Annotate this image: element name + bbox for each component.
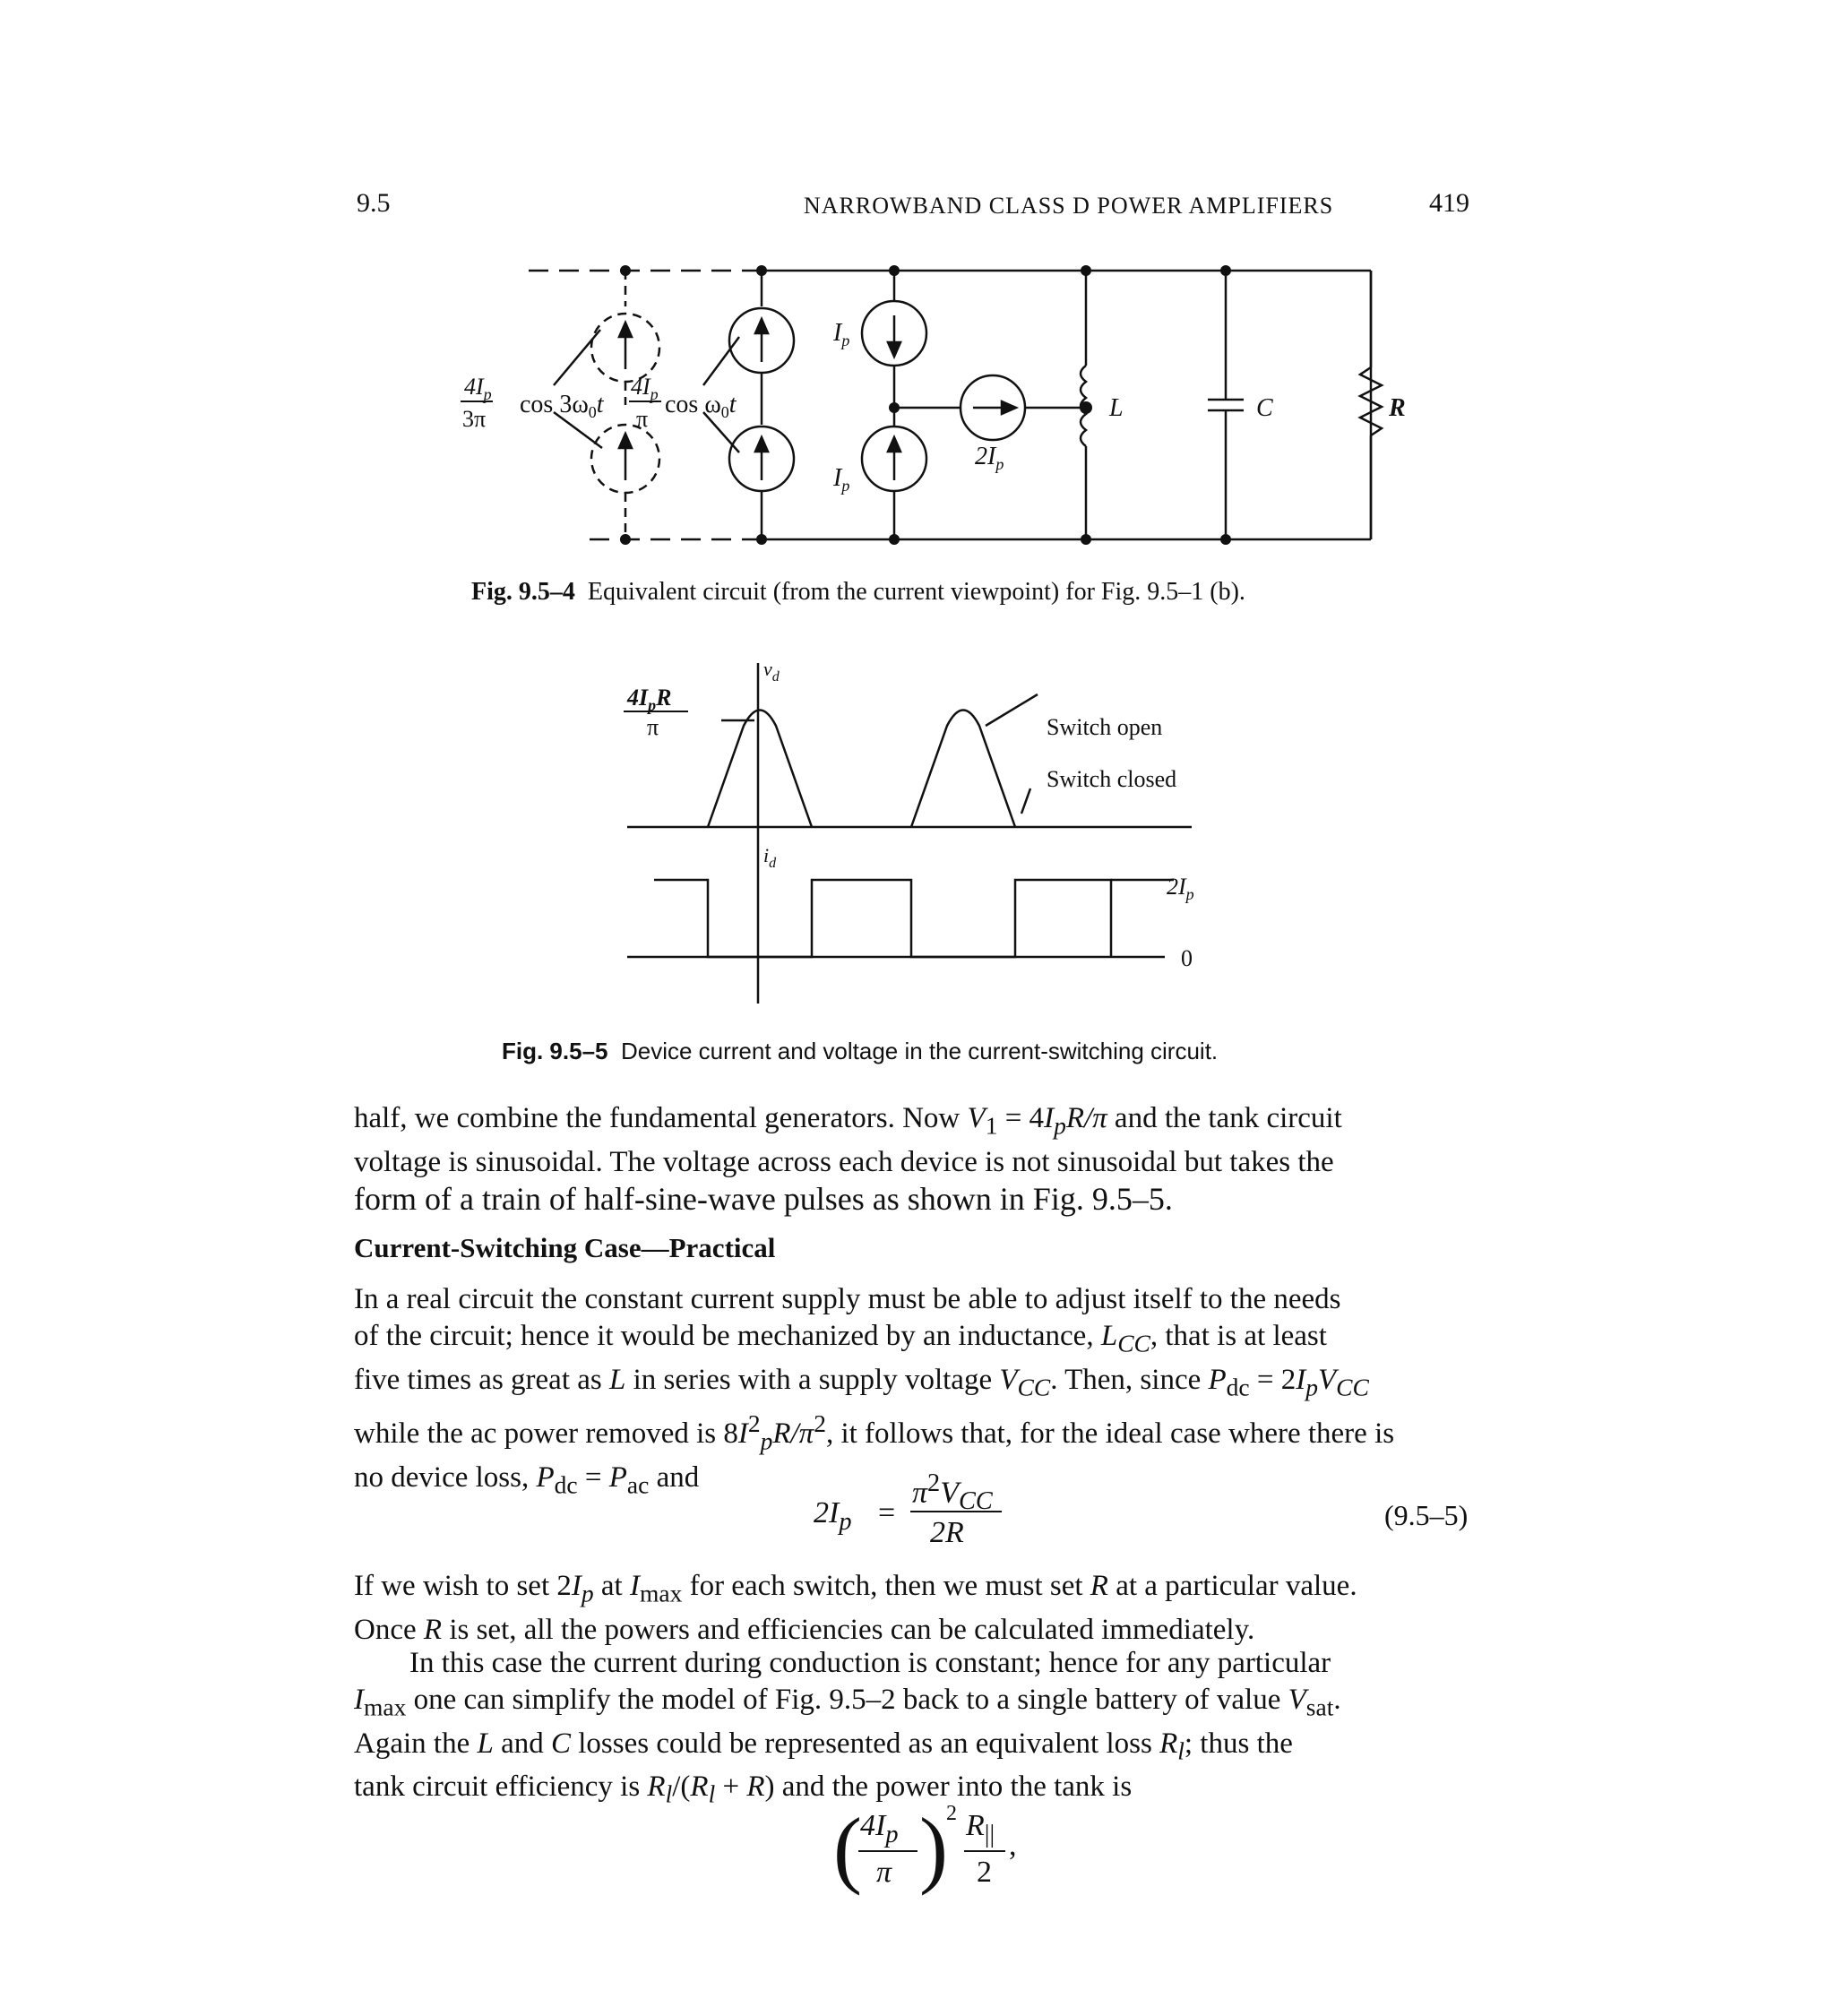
resistor-label: R (1389, 394, 1406, 422)
svg-text:π: π (636, 406, 649, 432)
id-axis-label: $i_d$ (763, 844, 777, 871)
figure-2-caption (502, 1038, 1218, 1065)
section-number: 9.5 (357, 188, 391, 218)
figure-2-caption-text: Device current and voltage in the current-switching circuit. (620, 1038, 1219, 1064)
fundamental-sources (729, 271, 794, 539)
fundamental-cos: $\cos \omega_0t$ (665, 391, 737, 421)
expr-r-bar (964, 1850, 1005, 1852)
paragraph-1-line-1: half, we combine the fundamental generators. Now $V_1 = 4I_pR/\pi$ and the tank circuit (354, 1102, 1342, 1140)
paragraph-3 (354, 1568, 1478, 1649)
expr-power: 2 (946, 1802, 957, 1825)
expr-denominator: π (876, 1856, 892, 1889)
expr-r-denominator: 2 (977, 1856, 992, 1889)
svg-text:4IpR: $4I_pR$ (627, 685, 672, 714)
paragraph-4 (354, 1645, 1478, 1813)
fundamental-coefficient (629, 374, 661, 432)
equation-number: (9.5–5) (1384, 1499, 1469, 1531)
page-number: 419 (1429, 188, 1469, 218)
zero-level-label: 0 (1181, 945, 1193, 971)
running-title: NARROWBAND CLASS D POWER AMPLIFIERS (804, 193, 1334, 219)
current-waveform (654, 880, 1111, 957)
paragraph-2-line-5: no device loss, $P_{dc} = P_{ac}$ and (354, 1460, 700, 1499)
paragraph-2-line-2: of the circuit; hence it would be mechanized by an inductance, $L_{CC}$, that is at least (354, 1320, 1327, 1357)
right-paren: ) (919, 1800, 948, 1896)
equation-lhs: $2I_p$ (814, 1496, 852, 1536)
paragraph-4-line-4: tank circuit efficiency is $R_l/(R_l + R)$ and the power into the tank is (354, 1770, 1133, 1808)
two-ip-label: $2I_p$ (975, 443, 1004, 473)
svg-text:4Ip: $4I_p$ (631, 374, 659, 403)
paragraph-2-line-1: In a real circuit the constant current supply must be able to adjust itself to the needs (354, 1283, 1341, 1315)
switch-open-label: Switch open (1047, 714, 1163, 740)
waveform-plot (609, 654, 1254, 1012)
expr-fraction-bar (858, 1850, 918, 1852)
paragraph-3-line-1: If we wish to set $2I_p$ at $I_{max}$ for each switch, then we must set R at a particular value. (354, 1570, 1357, 1607)
svg-text:4Ip: $4I_p$ (464, 374, 492, 403)
third-harmonic-coefficient (461, 374, 493, 432)
third-harmonic-cos: $\cos 3\omega_0t$ (520, 391, 604, 421)
circuit-diagram (394, 251, 1434, 556)
paragraph-1-line-2: voltage is sinusoidal. The voltage across each device is not sinusoidal but takes the (354, 1145, 1334, 1178)
paragraph-3-line-2: Once R is set, all the powers and efficiencies can be calculated immediately. (354, 1613, 1255, 1646)
capacitor-label: C (1256, 394, 1273, 422)
figure-2-label: Fig. 9.5–5 (502, 1038, 608, 1064)
ip-top-label: $I_p$ (833, 319, 850, 349)
two-ip-level-label: $2I_p$ (1167, 874, 1194, 903)
equation-denominator: 2R (930, 1516, 964, 1549)
expr-numerator: $4I_p$ (860, 1809, 899, 1848)
equation-fraction-bar (910, 1511, 1002, 1512)
power-expression (833, 1800, 1030, 1904)
peak-voltage-label (624, 685, 688, 740)
figure-1-caption (471, 578, 1245, 607)
paragraph-4-line-3: Again the L and C losses could be represented as an equivalent loss $R_l$; thus the (354, 1727, 1293, 1765)
vd-axis-label: $v_d$ (763, 658, 780, 685)
figure-1-label: Fig. 9.5–4 (471, 578, 575, 606)
paragraph-2-line-4: while the ac power removed is $8I^2_pR/\pi^2$, it follows that, for the ideal case where there is (354, 1409, 1395, 1455)
equation-numerator: $\pi^2V_{CC}$ (912, 1469, 993, 1516)
voltage-pulse-2 (911, 711, 1015, 828)
figure-1-caption-text: Equivalent circuit (from the current viewpoint) for Fig. 9.5–1 (b). (587, 578, 1245, 606)
inductor-label: L (1109, 394, 1124, 422)
paragraph-1-line-3: form of a train of half-sine-wave pulses as shown in Fig. 9.5–5. (354, 1180, 1173, 1217)
paragraph-1 (354, 1100, 1478, 1218)
svg-text:π: π (647, 714, 659, 740)
capacitor (1208, 271, 1244, 539)
ip-bottom-label: $I_p$ (833, 464, 850, 495)
svg-text:3π: 3π (462, 406, 487, 432)
switch-closed-label: Switch closed (1047, 766, 1177, 792)
equation-9-5-5 (814, 1469, 1082, 1559)
expr-comma: , (1009, 1829, 1017, 1862)
paragraph-4-line-2: $I_{max}$ one can simplify the model of Fig. 9.5–2 back to a single battery of value $V_{sat}$. (354, 1684, 1341, 1721)
paragraph-2-line-3: five times as great as L in series with a supply voltage $V_{CC}$. Then, since $P_{dc} = 2I_pV_{CC}$ (354, 1363, 1369, 1401)
section-heading: Current-Switching Case—Practical (354, 1232, 776, 1263)
left-paren: ( (833, 1800, 862, 1896)
expr-r: $R_{||}$ (966, 1809, 995, 1848)
paragraph-4-line-1: In this case the current during conduction is constant; hence for any particular (409, 1647, 1331, 1679)
voltage-pulse-1 (708, 711, 812, 828)
equation-equals: = (878, 1496, 896, 1529)
